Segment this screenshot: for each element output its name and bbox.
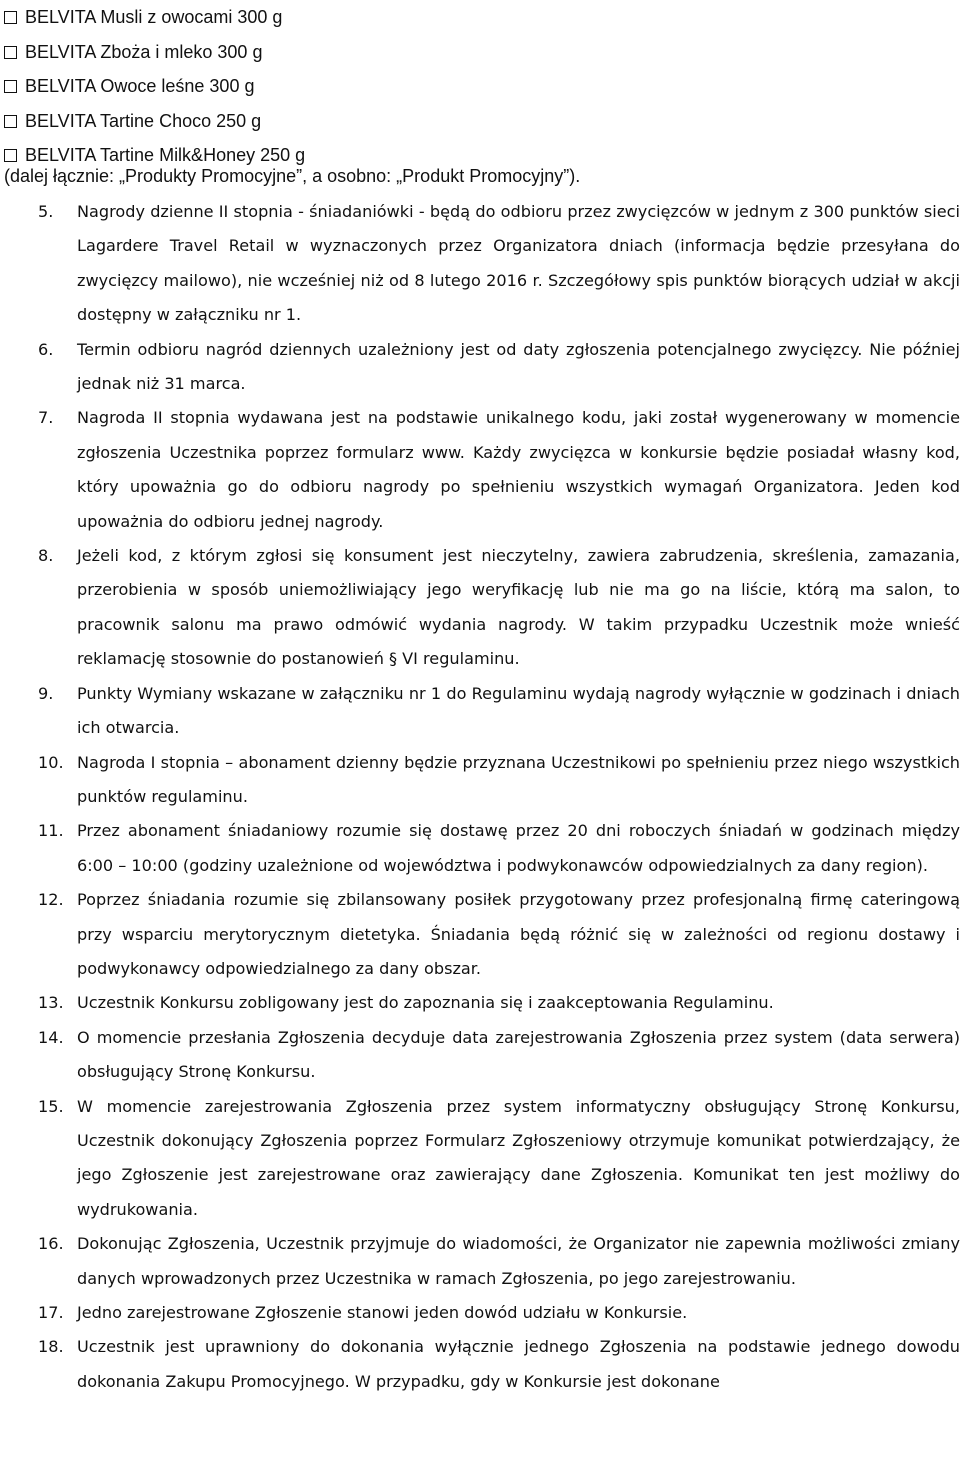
item-text: Uczestnik Konkursu zobligowany jest do zapoznania się i zaakceptowania Regulaminu.: [77, 993, 774, 1013]
regulation-item: [0, 401, 960, 539]
item-text: O momencie przesłania Zgłoszenia decyduje data zarejestrowania Zgłoszenia przez system (data serwera) obsługujący Stronę Konkursu.: [77, 1027, 960, 1082]
item-number: 11.: [38, 821, 64, 841]
product-checklist: [0, 0, 960, 173]
item-text: Nagroda I stopnia – abonament dzienny będzie przyznana Uczestnikowi po spełnieniu przez niego wszystkich punktów regulaminu.: [77, 752, 960, 806]
item-text: W momencie zarejestrowania Zgłoszenia przez system informatyczny obsługujący Stronę Konkursu, Uczestnik dokonujący Zgłoszenia poprzez Formularz Zgłoszeniowy otrzymuje komunikat potwierdzający, że jego Zgłoszenie jest zarejestrowane oraz zawierający dane Zgłoszenia. Komunikat ten jest możliwy do wydrukowania.: [77, 1096, 960, 1219]
item-text: Uczestnik jest uprawniony do dokonania wyłącznie jednego Zgłoszenia na podstawie jednego dowodu dokonania Zakupu Promocyjnego. W przypadku, gdy w Konkursie jest dokonane: [77, 1337, 960, 1391]
regulation-item: [0, 1330, 960, 1399]
item-number: 6.: [38, 339, 54, 359]
checkbox-icon: [4, 115, 17, 128]
item-number: 10.: [38, 752, 64, 772]
checkbox-icon: [4, 80, 17, 93]
regulation-item: [0, 1090, 960, 1228]
item-number: 14.: [38, 1027, 64, 1047]
item-number: 8.: [38, 546, 54, 566]
item-number: 5.: [38, 202, 54, 221]
item-text: Punkty Wymiany wskazane w załączniku nr 1 do Regulaminu wydają nagrody wyłącznie w godzinach i dniach ich otwarcia.: [77, 683, 960, 738]
item-text: Poprzez śniadania rozumie się zbilansowany posiłek przygotowany przez profesjonalną firmę cateringową przy wsparciu merytorycznym dietetyka. Śniadania będą różnić się w zależności od regionu dostawy i podwykonawcy odpowiedzialnego za dany obszar.: [77, 890, 960, 978]
regulation-item: [0, 1021, 960, 1090]
products-definition-note: (dalej łącznie: „Produkty Promocyjne”, a osobno: „Produkt Promocyjny”).: [4, 166, 581, 186]
regulation-item: [0, 1227, 960, 1296]
regulation-item: [0, 333, 960, 402]
regulation-items: [0, 195, 960, 1399]
checkbox-icon: [4, 46, 17, 59]
item-text: Przez abonament śniadaniowy rozumie się dostawę przez 20 dni roboczych śniadań w godzinach między 6:00 – 10:00 (godziny uzależnione od województwa i podwykonawców odpowiedzialnych za dany region).: [77, 821, 960, 875]
product-label: BELVITA Owoce leśne 300 g: [25, 76, 255, 96]
product-label: BELVITA Zboża i mleko 300 g: [25, 41, 263, 62]
regulation-item: [0, 1296, 960, 1330]
regulation-item: [0, 986, 960, 1020]
item-number: 9.: [38, 683, 54, 703]
item-number: 13.: [38, 993, 64, 1013]
item-text: Jeżeli kod, z którym zgłosi się konsument jest nieczytelny, zawiera zabrudzenia, skreślenia, zamazania, przerobienia w sposób uniemożliwiający jego weryfikację lub nie ma go na liście, którą ma salon, to pracownik salonu ma prawo odmówić wydania nagrody. W takim przypadku Uczestnik może wnieść reklamację stosownie do postanowień § VI regulaminu.: [77, 546, 960, 669]
product-label: BELVITA Tartine Milk&Honey 250 g: [25, 145, 306, 165]
regulation-item: [0, 539, 960, 677]
product-label: BELVITA Musli z owocami 300 g: [25, 7, 283, 27]
item-text: Nagroda II stopnia wydawana jest na podstawie unikalnego kodu, jaki został wygenerowany w momencie zgłoszenia Uczestnika poprzez formularz www. Każdy zwycięzca w konkursie będzie posiadał własny kod, który upoważnia go do odbioru nagrody po spełnieniu wszystkich wymagań Organizatora. Jeden kod upoważnia do odbioru jednej nagrody.: [77, 408, 960, 531]
item-number: 18.: [38, 1337, 64, 1357]
regulation-item: [0, 883, 960, 986]
product-option: [0, 69, 960, 104]
item-text: Nagrody dzienne II stopnia - śniadaniówki - będą do odbioru przez zwycięzców w jednym z 300 punktów sieci Lagardere Travel Retail w wyznaczonych przez Organizatora dniach (informacja będzie przesyłana do zwycięzcy mailowo), nie wcześniej niż od 8 lutego 2016 r. Szczegółowy spis punktów biorących udział w akcji dostępny w załączniku nr 1.: [77, 202, 960, 325]
item-number: 15.: [38, 1096, 64, 1116]
item-text: Jedno zarejestrowane Zgłoszenie stanowi jeden dowód udziału w Konkursie.: [77, 1303, 688, 1322]
product-option: [0, 104, 960, 139]
checkbox-icon: [4, 11, 17, 24]
regulation-item: [0, 195, 960, 333]
item-number: 17.: [38, 1303, 64, 1322]
regulation-item: [0, 814, 960, 883]
regulation-item: [0, 746, 960, 815]
item-number: 12.: [38, 890, 64, 910]
item-text: Termin odbioru nagród dziennych uzależniony jest od daty zgłoszenia potencjalnego zwycięzcy. Nie później jednak niż 31 marca.: [77, 339, 960, 394]
item-number: 16.: [38, 1234, 64, 1254]
regulation-item: [0, 677, 960, 746]
product-option: [0, 35, 960, 70]
product-label: BELVITA Tartine Choco 250 g: [25, 110, 262, 131]
item-number: 7.: [38, 408, 54, 428]
item-text: Dokonując Zgłoszenia, Uczestnik przyjmuje do wiadomości, że Organizator nie zapewnia możliwości zmiany danych wprowadzonych przez Uczestnika w ramach Zgłoszenia, po jego zarejestrowaniu.: [77, 1234, 960, 1288]
checkbox-icon: [4, 149, 17, 162]
product-option: [0, 0, 960, 35]
